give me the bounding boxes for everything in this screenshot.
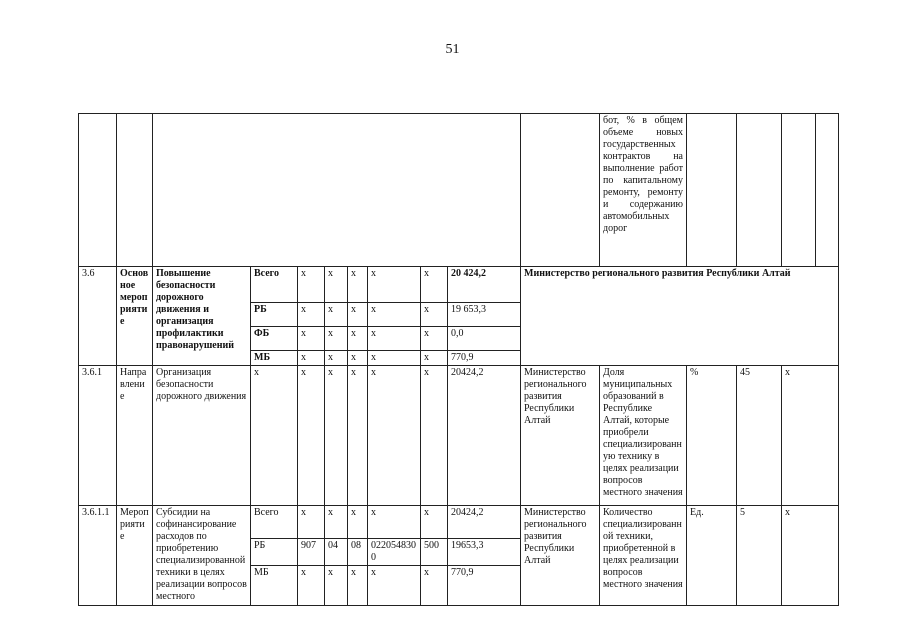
indicator-cell: Доля муниципальных образований в Республике Алтай, которые приобрели специализированную технику в целях реализации вопросов местного значения <box>600 366 687 506</box>
funding-source: Всего <box>251 267 298 303</box>
code-cell: х <box>348 351 368 366</box>
code-cell: х <box>348 267 368 303</box>
table-row <box>79 506 839 539</box>
code-cell: х <box>421 267 448 303</box>
table-row <box>79 267 839 303</box>
code-cell: х <box>298 327 325 351</box>
code-cell: х <box>325 366 348 506</box>
code-cell: х <box>325 303 348 327</box>
code-cell: х <box>421 506 448 539</box>
table-row <box>79 366 839 506</box>
cell-empty <box>153 114 521 267</box>
row-name: Организация безопасности дорожного движения <box>153 366 251 506</box>
amount-cell: 20 424,2 <box>448 267 521 303</box>
code-cell: х <box>348 327 368 351</box>
cell-empty <box>687 114 737 267</box>
code-cell: х <box>348 506 368 539</box>
amount-cell: 19653,3 <box>448 539 521 566</box>
continuation-row <box>79 114 839 267</box>
row-number: 3.6 <box>79 267 117 366</box>
funding-source: РБ <box>251 539 298 566</box>
code-cell: х <box>348 303 368 327</box>
code-cell: 907 <box>298 539 325 566</box>
extra-cell: х <box>782 366 839 506</box>
code-cell: х <box>368 506 421 539</box>
row-type: Направление <box>117 366 153 506</box>
funding-source: ФБ <box>251 327 298 351</box>
row-type: Мероприятие <box>117 506 153 606</box>
cell-empty <box>117 114 153 267</box>
code-cell: х <box>325 351 348 366</box>
amount-cell: 20424,2 <box>448 506 521 539</box>
code-cell: х <box>298 303 325 327</box>
cell-empty <box>816 114 839 267</box>
row-name: Субсидии на софинансирование расходов по приобретению специализированной техники в целях реализации вопросов местного <box>153 506 251 606</box>
amount-cell: 19 653,3 <box>448 303 521 327</box>
code-cell: х <box>368 303 421 327</box>
code-cell: х <box>368 267 421 303</box>
code-cell: 0220548300 <box>368 539 421 566</box>
funding-source: х <box>251 366 298 506</box>
value-cell: 5 <box>737 506 782 606</box>
cell-empty <box>782 114 816 267</box>
funding-source: Всего <box>251 506 298 539</box>
code-cell: х <box>368 351 421 366</box>
code-cell: х <box>298 351 325 366</box>
code-cell: х <box>421 566 448 606</box>
code-cell: х <box>421 366 448 506</box>
page-number: 51 <box>445 42 460 57</box>
unit-cell: % <box>687 366 737 506</box>
code-cell: х <box>421 303 448 327</box>
row-name: Повышение безопасности дорожного движения и организация профилактики правонарушений <box>153 267 251 366</box>
amount-cell: 770,9 <box>448 566 521 606</box>
code-cell: х <box>368 327 421 351</box>
code-cell: х <box>325 566 348 606</box>
code-cell: х <box>348 566 368 606</box>
code-cell: 500 <box>421 539 448 566</box>
row-number: 3.6.1.1 <box>79 506 117 606</box>
unit-cell: Ед. <box>687 506 737 606</box>
indicator-cell: Количество специализированной техники, приобретенной в целях реализации вопросов местного значения <box>600 506 687 606</box>
funding-source: РБ <box>251 303 298 327</box>
funding-source: МБ <box>251 566 298 606</box>
code-cell: х <box>325 267 348 303</box>
cell-empty <box>79 114 117 267</box>
code-cell: х <box>348 366 368 506</box>
code-cell: х <box>298 366 325 506</box>
code-cell: х <box>298 506 325 539</box>
code-cell: х <box>298 566 325 606</box>
amount-cell: 0,0 <box>448 327 521 351</box>
code-cell: х <box>325 327 348 351</box>
row-number: 3.6.1 <box>79 366 117 506</box>
funding-source: МБ <box>251 351 298 366</box>
executor-cell: Министерство регионального развития Республики Алтай <box>521 267 839 366</box>
amount-cell: 770,9 <box>448 351 521 366</box>
code-cell: 08 <box>348 539 368 566</box>
code-cell: х <box>421 327 448 351</box>
code-cell: 04 <box>325 539 348 566</box>
code-cell: х <box>325 506 348 539</box>
amount-cell: 20424,2 <box>448 366 521 506</box>
continued-indicator: бот, % в общем объеме новых государственных контрактов на выполнение работ по капитальному ремонту, ремонту и содержанию автомобильных дорог <box>600 114 687 267</box>
executor-cell: Министерство регионального развития Республики Алтай <box>521 366 600 506</box>
executor-cell: Министерство регионального развития Республики Алтай <box>521 506 600 606</box>
code-cell: х <box>421 351 448 366</box>
value-cell: 45 <box>737 366 782 506</box>
cell-empty <box>521 114 600 267</box>
code-cell: х <box>368 566 421 606</box>
code-cell: х <box>368 366 421 506</box>
code-cell: х <box>298 267 325 303</box>
row-type: Основное мероприятие <box>117 267 153 366</box>
extra-cell: х <box>782 506 839 606</box>
program-table <box>78 113 839 606</box>
cell-empty <box>737 114 782 267</box>
